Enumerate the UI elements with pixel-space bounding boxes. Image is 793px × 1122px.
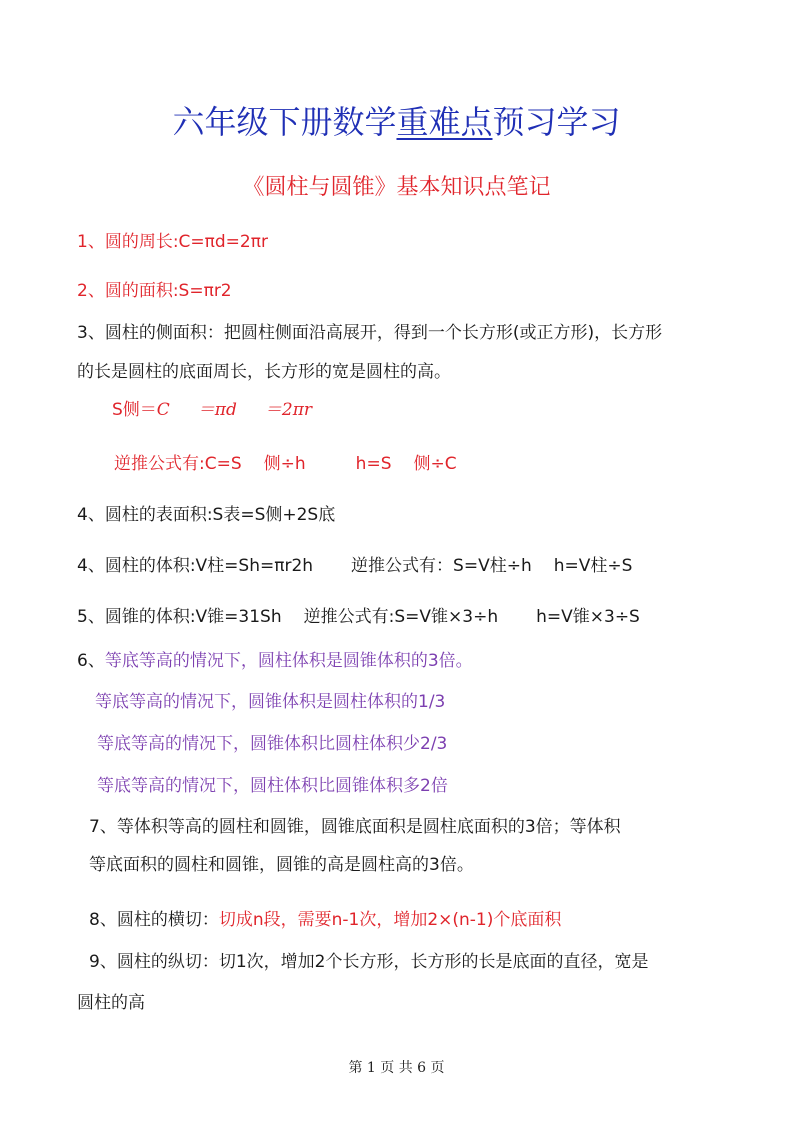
item-9-line1: 9、圆柱的纵切：切1次，增加2个长方形，长方形的长是底面的直径，宽是 (89, 952, 649, 972)
page-title (0, 100, 793, 144)
formula-c: C (156, 400, 170, 420)
formula-lhs: S侧＝ (112, 400, 157, 420)
inverse-b: 侧÷h (263, 454, 306, 474)
item-8-text: 切成n段，需要n-1次，增加2×(n-1)个底面积 (218, 910, 562, 930)
formula-pid: ＝πd (197, 400, 237, 420)
cylinder-inverse-h: h=V柱÷S (553, 556, 633, 576)
formula-2pir: ＝2πr (264, 400, 312, 420)
cone-volume: 5、圆锥的体积:V锥=31Sh (77, 607, 282, 627)
item-8 (89, 908, 561, 932)
item-6-text: 等底等高的情况下，圆柱体积是圆锥体积的3倍。 (104, 651, 473, 671)
item-7-line2: 等底面积的圆柱和圆锥，圆锥的高是圆柱高的3倍。 (89, 855, 474, 875)
lateral-area-formula (112, 398, 312, 422)
title-part1: 六年级下册数学 (172, 103, 397, 141)
item-6-number: 6、 (77, 651, 105, 671)
item-4-volume (77, 554, 632, 578)
item-6-line2: 等底等高的情况下，圆锥体积是圆柱体积的1/3 (95, 692, 446, 712)
item-3-line2: 的长是圆柱的底面周长，长方形的宽是圆柱的高。 (77, 362, 451, 382)
item-2: 2、圆的面积:S=πr2 (77, 281, 232, 301)
item-8-label: 8、圆柱的横切： (89, 910, 219, 930)
item-3-line1: 3、圆柱的侧面积：把圆柱侧面沿高展开，得到一个长方形(或正方形)，长方形 (77, 323, 663, 343)
cone-inverse-s: 逆推公式有:S=V锥×3÷h (303, 607, 499, 627)
item-9-line2: 圆柱的高 (77, 993, 145, 1013)
inverse-d: 侧÷C (413, 454, 457, 474)
item-6 (77, 649, 473, 673)
title-part3: 预习学习 (492, 103, 621, 141)
cylinder-inverse-s: 逆推公式有：S=V柱÷h (351, 556, 532, 576)
inverse-c: h=S (355, 454, 392, 474)
item-7-line1: 7、等体积等高的圆柱和圆锥，圆锥底面积是圆柱底面积的3倍；等体积 (89, 817, 621, 837)
page-footer: 第 1 页 共 6 页 (348, 1060, 445, 1076)
item-6-line4: 等底等高的情况下，圆柱体积比圆锥体积多2倍 (97, 776, 448, 796)
inverse-a: 逆推公式有:C=S (114, 454, 242, 474)
item-6-line3: 等底等高的情况下，圆锥体积比圆柱体积少2/3 (97, 734, 448, 754)
item-1: 1、圆的周长:C=πd=2πr (77, 232, 268, 252)
title-part2-underlined: 重难点 (396, 103, 493, 141)
cone-inverse-h: h=V锥×3÷S (536, 607, 640, 627)
item-4-surface: 4、圆柱的表面积:S表=S侧+2S底 (77, 505, 336, 525)
cylinder-volume: 4、圆柱的体积:V柱=Sh=πr2h (77, 556, 314, 576)
inverse-formula (114, 452, 457, 476)
item-5-cone-volume (77, 605, 640, 629)
page-subtitle: 《圆柱与圆锥》基本知识点笔记 (242, 175, 551, 200)
